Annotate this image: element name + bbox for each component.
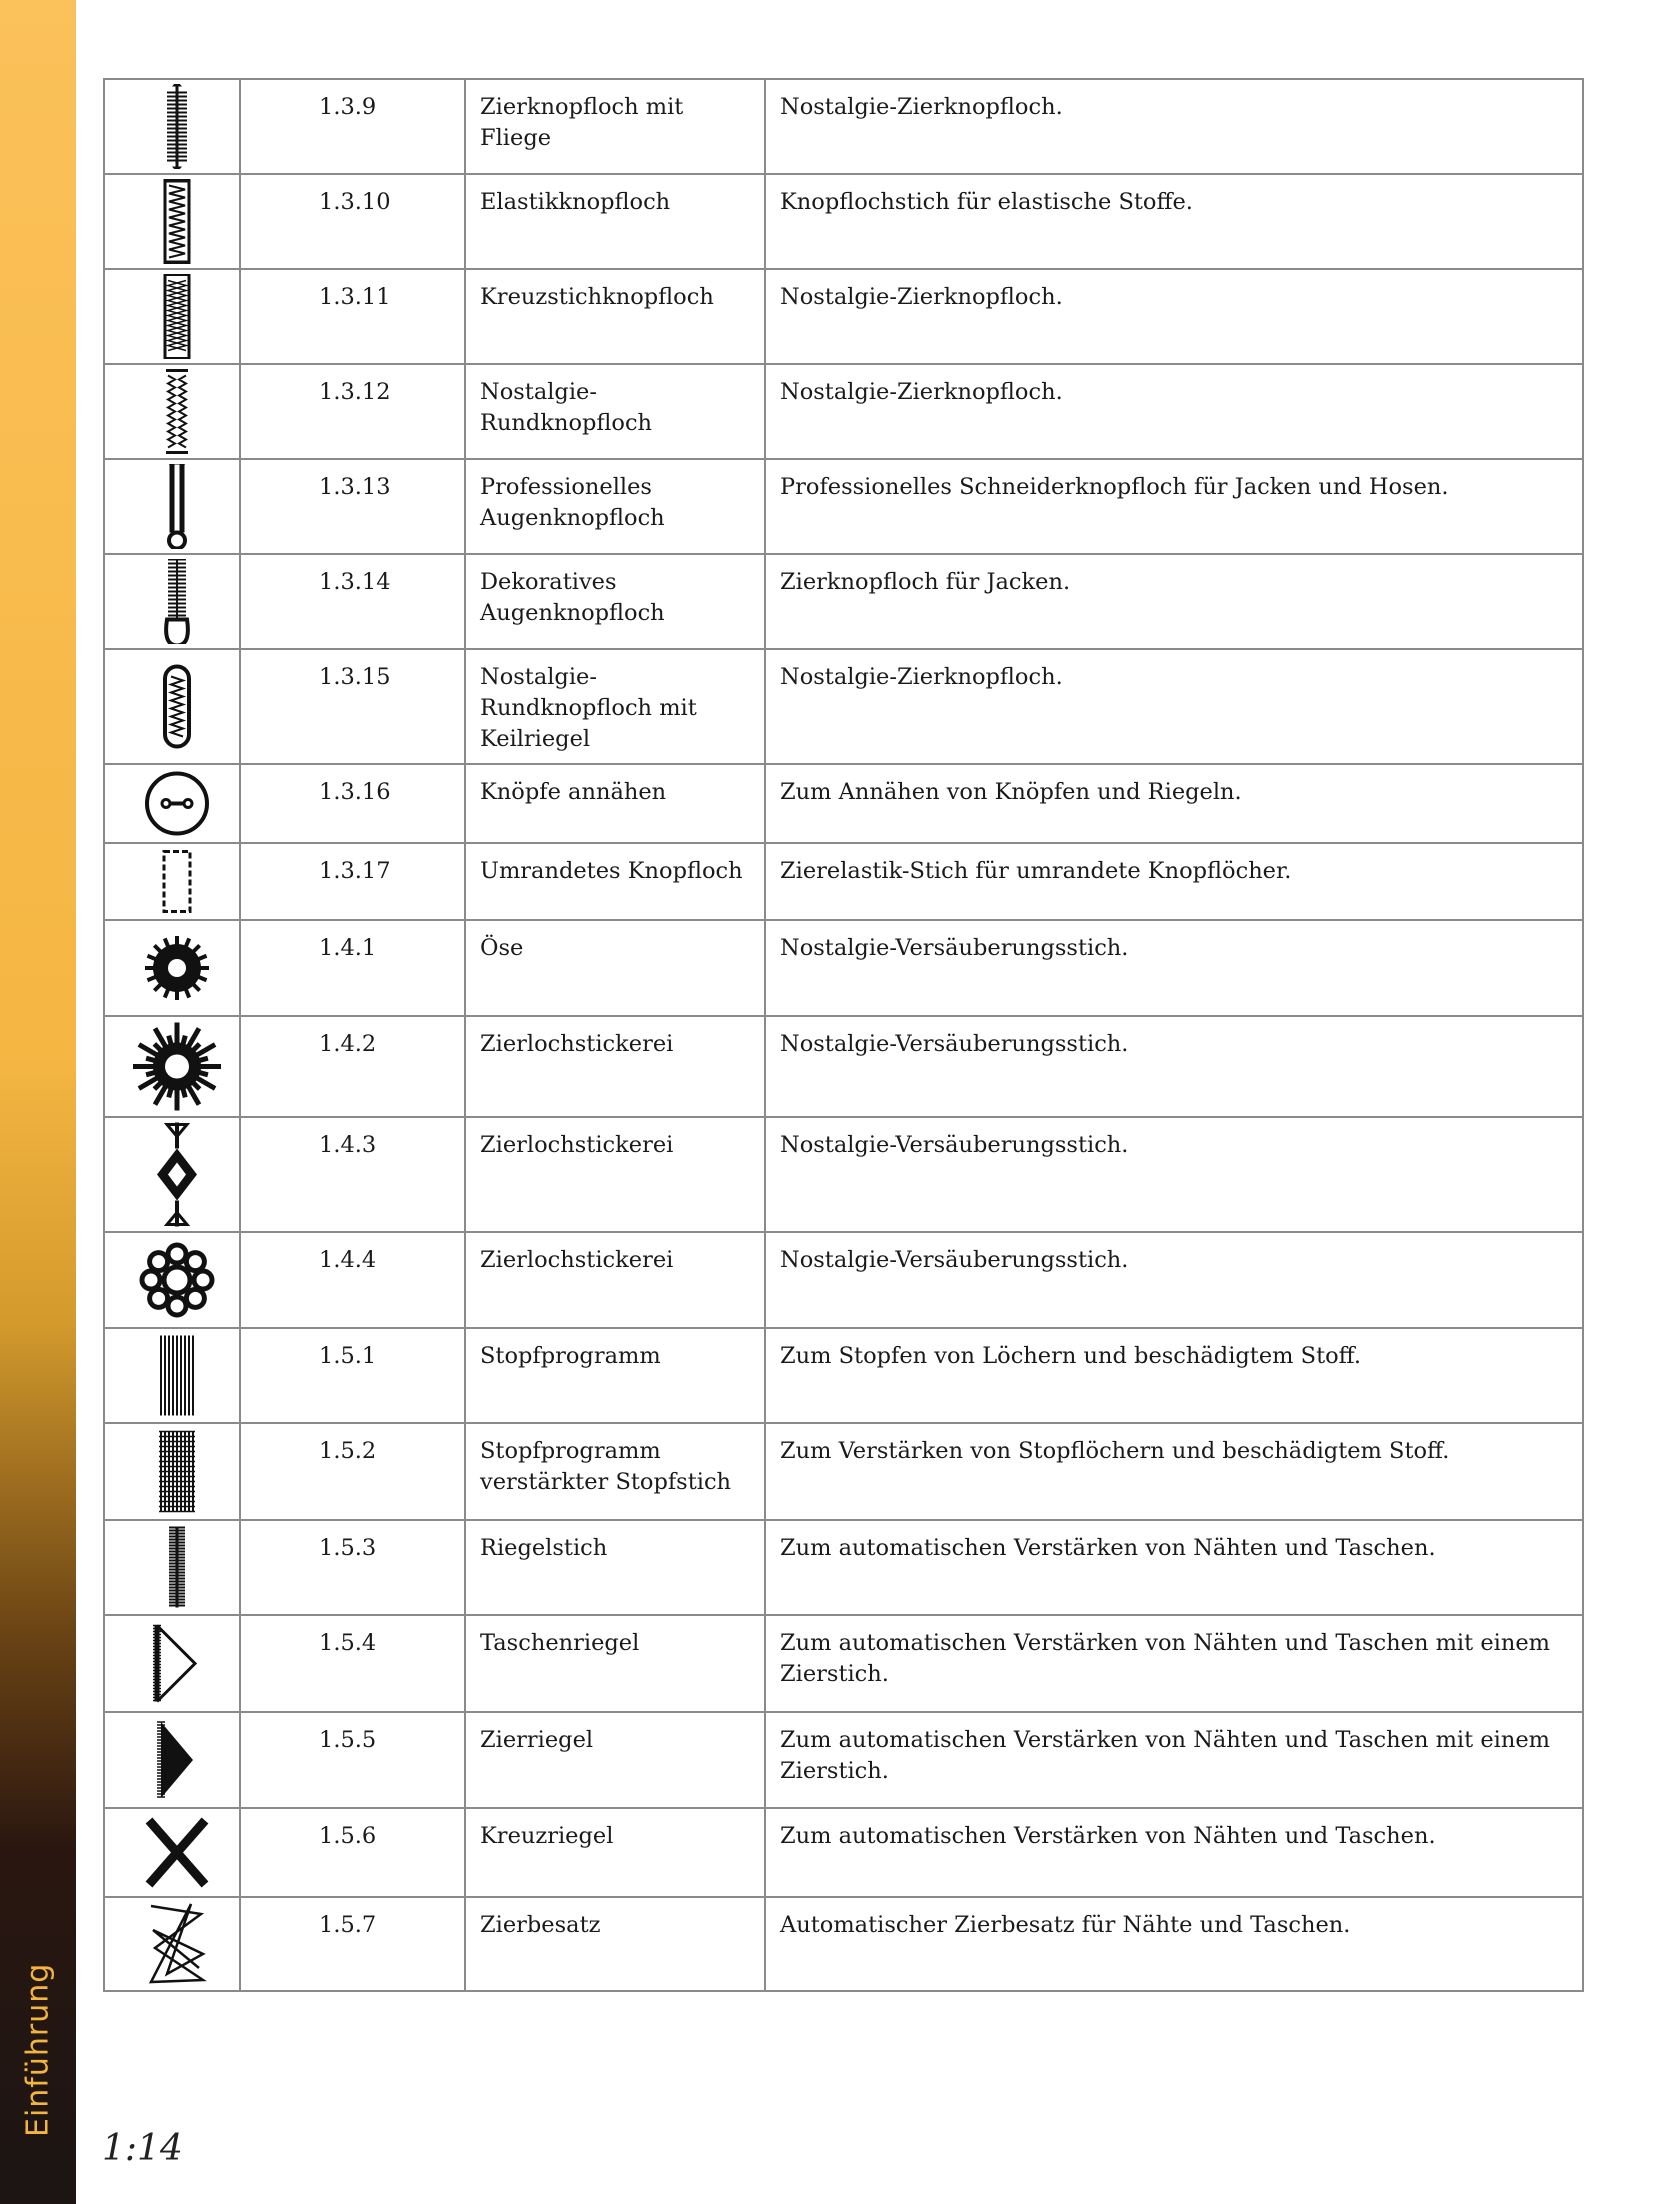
eyelet-icon [104,920,240,1016]
stitch-description: Zum automatischen Verstärken von Nähten und Taschen. [765,1808,1583,1897]
stitch-description: Professionelles Schneiderknopfloch für Jacken und Hosen. [765,459,1583,554]
stitch-name: Knöpfe annähen [465,764,765,843]
buttonhole-keyhole-deco-icon [104,554,240,649]
stitch-number: 1.5.6 [240,1808,465,1897]
button-sew-icon [104,764,240,843]
stitch-description: Zierknopfloch für Jacken. [765,554,1583,649]
stitch-description: Zum automatischen Verstärken von Nähten und Taschen. [765,1520,1583,1615]
stitch-row [104,1328,1583,1423]
stitch-number: 1.3.15 [240,649,465,764]
stitch-name: Umrandetes Knopfloch [465,843,765,920]
stitch-number: 1.5.4 [240,1615,465,1712]
page-number: 1:14 [102,2128,183,2169]
stitch-name: Zierknopfloch mit Fliege [465,79,765,174]
stitch-name: Zierlochstickerei [465,1232,765,1328]
stitch-number: 1.4.3 [240,1117,465,1232]
buttonhole-round-icon [104,364,240,459]
buttonhole-crossstitch-icon [104,269,240,364]
stitch-name: Riegelstich [465,1520,765,1615]
stitch-number: 1.4.1 [240,920,465,1016]
stitch-description: Knopflochstich für elastische Stoffe. [765,174,1583,269]
stitch-description: Nostalgie-Zierknopfloch. [765,649,1583,764]
darning-icon [104,1328,240,1423]
stitch-row [104,364,1583,459]
cross-bartack-icon [104,1808,240,1897]
stitch-number: 1.3.11 [240,269,465,364]
buttonhole-keyhole-icon [104,459,240,554]
eyelet-diamond-icon [104,1117,240,1232]
stitch-description: Nostalgie-Zierknopfloch. [765,364,1583,459]
stitch-name: Zierriegel [465,1712,765,1808]
stitch-number: 1.4.2 [240,1016,465,1117]
stitch-name: Stopfprogramm verstärkter Stopfstich [465,1423,765,1520]
stitch-description: Zum Annähen von Knöpfen und Riegeln. [765,764,1583,843]
stitch-name: Nostalgie-Rundknopfloch [465,364,765,459]
section-label: Einführung [20,1962,56,2137]
stitch-description: Nostalgie-Zierknopfloch. [765,269,1583,364]
buttonhole-elastic-icon [104,174,240,269]
stitch-row [104,649,1583,764]
stitch-description: Nostalgie-Zierknopfloch. [765,79,1583,174]
bartack-icon [104,1520,240,1615]
stitch-number: 1.3.10 [240,174,465,269]
buttonhole-fly-icon [104,79,240,174]
buttonhole-round-bartack-icon [104,649,240,764]
stitch-name: Professionelles Augenknopfloch [465,459,765,554]
darning-reinforced-icon [104,1423,240,1520]
stitch-number: 1.5.7 [240,1897,465,1991]
stitch-name: Kreuzstichknopfloch [465,269,765,364]
stitch-row [104,1615,1583,1712]
bound-buttonhole-icon [104,843,240,920]
stitch-description: Zum Verstärken von Stopflöchern und beschädigtem Stoff. [765,1423,1583,1520]
stitch-number: 1.3.14 [240,554,465,649]
stitch-description: Zum Stopfen von Löchern und beschädigtem Stoff. [765,1328,1583,1423]
stitch-number: 1.3.13 [240,459,465,554]
stitch-name: Kreuzriegel [465,1808,765,1897]
stitch-number: 1.5.1 [240,1328,465,1423]
stitch-row [104,1232,1583,1328]
stitch-number: 1.5.3 [240,1520,465,1615]
eyelet-star-icon [104,1016,240,1117]
stitch-row [104,764,1583,843]
stitch-description: Zierelastik-Stich für umrandete Knopflöcher. [765,843,1583,920]
stitch-name: Nostalgie-Rundknopfloch mit Keilriegel [465,649,765,764]
stitch-number: 1.3.16 [240,764,465,843]
stitch-table [103,78,1584,1992]
stitch-name: Zierbesatz [465,1897,765,1991]
stitch-number: 1.4.4 [240,1232,465,1328]
stitch-name: Elastikknopfloch [465,174,765,269]
stitch-name: Taschenriegel [465,1615,765,1712]
stitch-name: Öse [465,920,765,1016]
deco-bartack-icon [104,1712,240,1808]
stitch-row [104,1016,1583,1117]
eyelet-flower-icon [104,1232,240,1328]
stitch-name: Zierlochstickerei [465,1016,765,1117]
stitch-row [104,1808,1583,1897]
stitch-number: 1.3.12 [240,364,465,459]
stitch-row [104,843,1583,920]
stitch-number: 1.3.17 [240,843,465,920]
stitch-name: Zierlochstickerei [465,1117,765,1232]
stitch-description: Zum automatischen Verstärken von Nähten und Taschen mit einem Zierstich. [765,1615,1583,1712]
stitch-name: Stopfprogramm [465,1328,765,1423]
stitch-description: Nostalgie-Versäuberungsstich. [765,1232,1583,1328]
stitch-row [104,174,1583,269]
stitch-row [104,1897,1583,1991]
stitch-row [104,79,1583,174]
sidebar-band [0,0,76,2204]
stitch-row [104,1117,1583,1232]
stitch-description: Automatischer Zierbesatz für Nähte und Taschen. [765,1897,1583,1991]
pocket-bartack-icon [104,1615,240,1712]
stitch-name: Dekoratives Augenknopfloch [465,554,765,649]
stitch-row [104,554,1583,649]
stitch-description: Zum automatischen Verstärken von Nähten und Taschen mit einem Zierstich. [765,1712,1583,1808]
deco-trim-icon [104,1897,240,1991]
stitch-number: 1.3.9 [240,79,465,174]
stitch-description: Nostalgie-Versäuberungsstich. [765,1016,1583,1117]
stitch-row [104,1520,1583,1615]
stitch-number: 1.5.5 [240,1712,465,1808]
stitch-number: 1.5.2 [240,1423,465,1520]
stitch-row [104,1712,1583,1808]
stitch-row [104,920,1583,1016]
stitch-description: Nostalgie-Versäuberungsstich. [765,1117,1583,1232]
stitch-row [104,1423,1583,1520]
stitch-row [104,459,1583,554]
stitch-description: Nostalgie-Versäuberungsstich. [765,920,1583,1016]
stitch-row [104,269,1583,364]
